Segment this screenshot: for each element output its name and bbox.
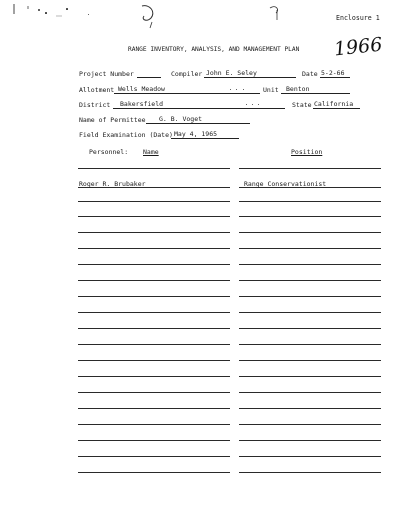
unit-label: Unit (263, 86, 279, 94)
position-row-line[interactable] (239, 408, 381, 409)
name-row-line[interactable] (78, 328, 230, 329)
district-label: District (79, 101, 111, 109)
district-field[interactable] (113, 108, 285, 109)
position-row-line[interactable] (239, 424, 381, 425)
table-separator (78, 168, 230, 169)
name-row-line[interactable] (78, 344, 230, 345)
position-row-line[interactable] (239, 201, 381, 202)
position-row-line[interactable] (239, 440, 381, 441)
name-row-line[interactable] (78, 216, 230, 217)
position-row-line[interactable] (239, 264, 381, 265)
name-row-line[interactable] (78, 456, 230, 457)
position-row-line[interactable] (239, 232, 381, 233)
name-row-line[interactable] (78, 440, 230, 441)
form-title: RANGE INVENTORY, ANALYSIS, AND MANAGEMENT PLAN (128, 46, 300, 53)
position-column-header: Position (291, 148, 323, 156)
unit-field[interactable] (281, 93, 350, 94)
position-row-line[interactable] (239, 216, 381, 217)
position-row-line[interactable] (239, 187, 381, 188)
name-row-line[interactable] (78, 264, 230, 265)
unit-value: Benton (286, 85, 310, 93)
position-row-line[interactable] (239, 472, 381, 473)
district-value: Bakersfield (120, 100, 164, 108)
name-row-line[interactable] (78, 376, 230, 377)
state-label: State (292, 101, 312, 109)
name-row-line[interactable] (78, 424, 230, 425)
state-value: California (314, 100, 354, 108)
position-row-line[interactable] (239, 280, 381, 281)
position-row-line[interactable] (239, 248, 381, 249)
name-row-line[interactable] (78, 232, 230, 233)
position-row-line[interactable] (239, 376, 381, 377)
field-exam-label: Field Examination (Date) (79, 131, 173, 139)
allotment-label: Allotment (79, 86, 115, 94)
compiler-field[interactable] (204, 77, 296, 78)
personnel-name: Roger R. Brubaker (79, 180, 146, 188)
personnel-position: Range Conservationist (244, 180, 327, 188)
position-row-line[interactable] (239, 456, 381, 457)
position-row-line[interactable] (239, 360, 381, 361)
compiler-value: John E. Seley (206, 69, 257, 77)
date-label: Date (302, 70, 318, 78)
permittee-label: Name of Permittee (79, 116, 146, 124)
position-row-line[interactable] (239, 392, 381, 393)
permittee-field[interactable] (146, 123, 250, 124)
name-row-line[interactable] (78, 201, 230, 202)
permittee-value: G. B. Voget (159, 115, 203, 123)
project-number-label: Project Number (79, 70, 134, 78)
position-row-line[interactable] (239, 344, 381, 345)
position-row-line[interactable] (239, 296, 381, 297)
table-separator (239, 168, 381, 169)
field-exam-field[interactable] (171, 138, 239, 139)
compiler-label: Compiler (171, 70, 203, 78)
handwritten-year: 1966 (332, 33, 384, 61)
enclosure-label: Enclosure 1 (336, 14, 380, 22)
name-row-line[interactable] (78, 312, 230, 313)
project-number-field[interactable] (137, 77, 161, 78)
allotment-value: Wells Meadow (118, 85, 165, 93)
personnel-label: Personnel: (89, 148, 129, 156)
allotment-field[interactable] (114, 93, 260, 94)
name-row-line[interactable] (78, 472, 230, 473)
field-exam-value: May 4, 1965 (174, 130, 218, 138)
name-row-line[interactable] (78, 408, 230, 409)
name-row-line[interactable] (78, 280, 230, 281)
date-field[interactable] (320, 77, 350, 78)
name-row-line[interactable] (78, 248, 230, 249)
position-row-line[interactable] (239, 312, 381, 313)
name-column-header: Name (143, 148, 159, 156)
name-row-line[interactable] (78, 360, 230, 361)
position-row-line[interactable] (239, 328, 381, 329)
state-field[interactable] (313, 108, 360, 109)
name-row-line[interactable] (78, 187, 230, 188)
name-row-line[interactable] (78, 392, 230, 393)
name-row-line[interactable] (78, 296, 230, 297)
date-value: 5-2-66 (321, 69, 345, 77)
